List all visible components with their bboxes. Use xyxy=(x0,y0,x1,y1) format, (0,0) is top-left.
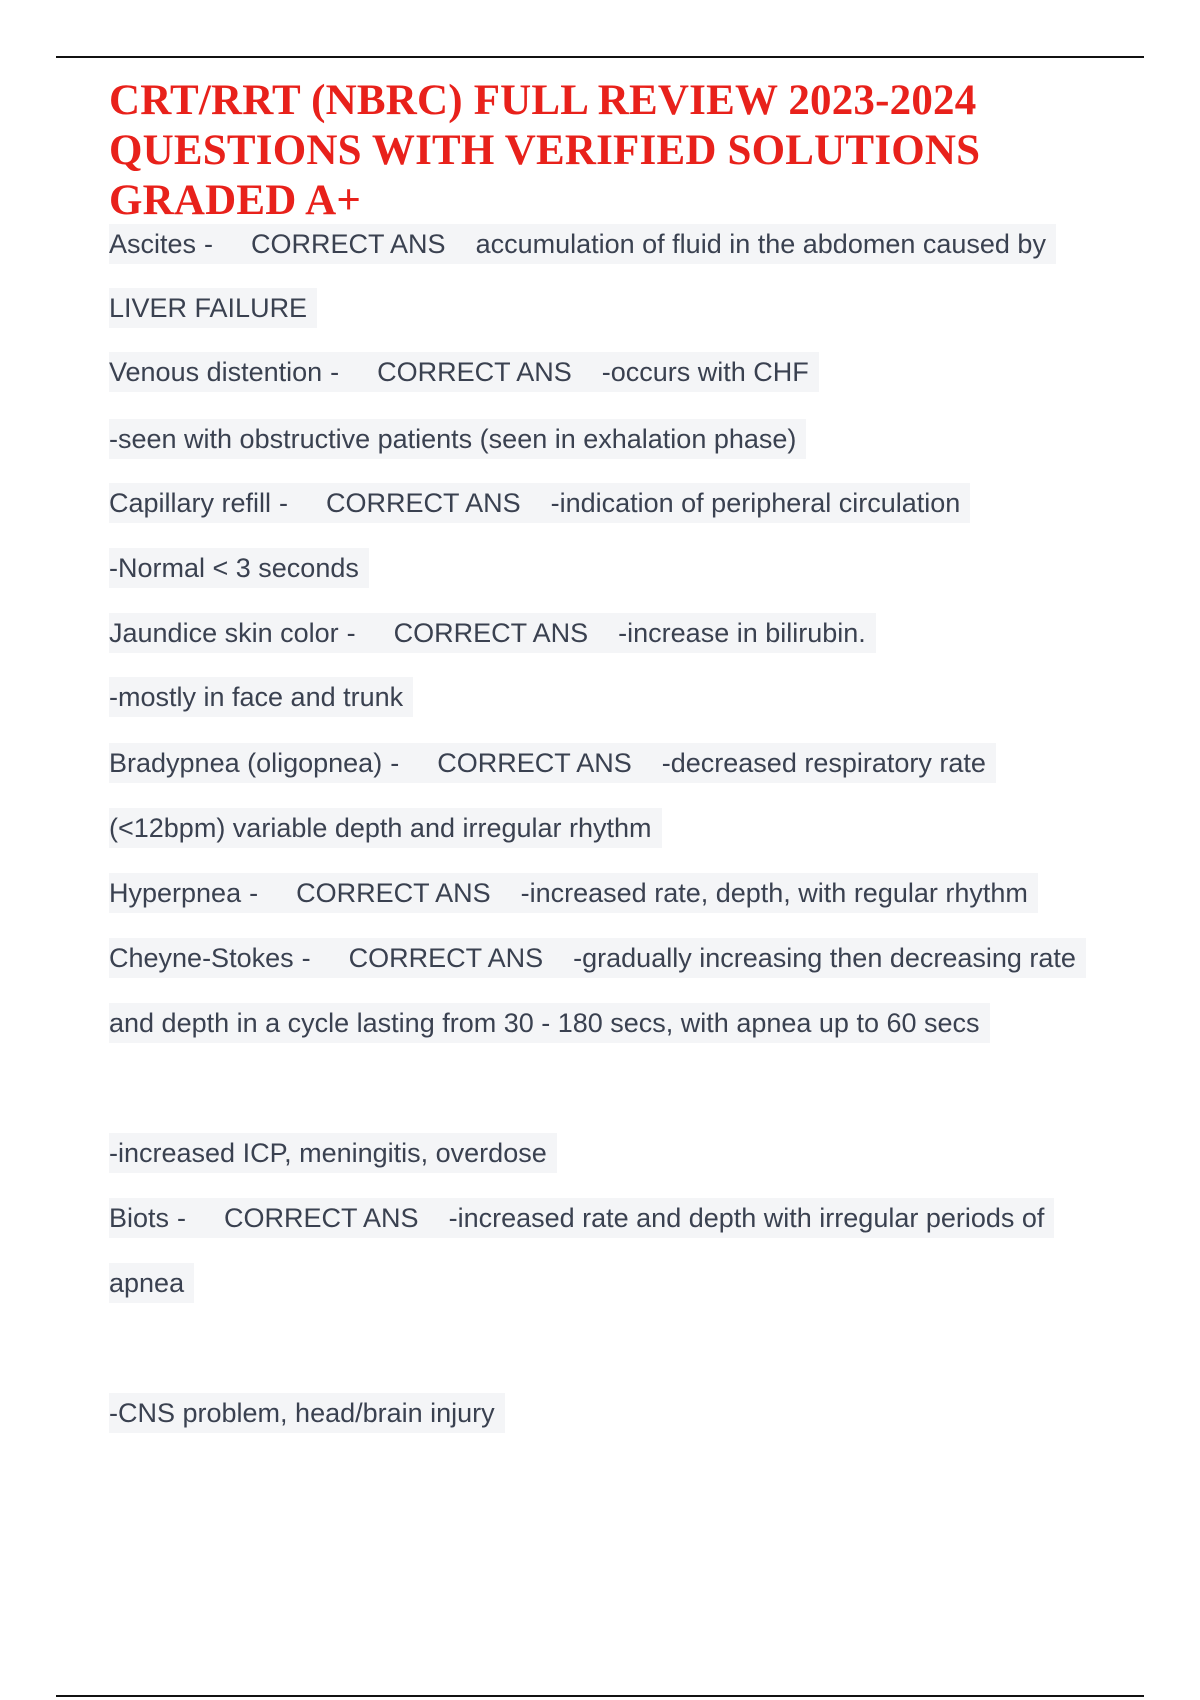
entry-line xyxy=(109,873,1038,913)
entry-line xyxy=(109,938,1086,978)
answer-label: CORRECT ANS xyxy=(326,487,521,518)
entry-term: Bradypnea (oligopnea) xyxy=(109,747,383,778)
entry-definition: -increase in bilirubin. xyxy=(618,617,866,648)
answer-label: CORRECT ANS xyxy=(224,1202,419,1233)
title-line-2: QUESTIONS WITH VERIFIED SOLUTIONS xyxy=(109,127,981,174)
entry-term: Jaundice skin color xyxy=(109,617,339,648)
entry-line xyxy=(109,743,996,783)
title-line-3: GRADED A+ xyxy=(109,177,362,224)
entry-continuation: (<12bpm) variable depth and irregular rhythm xyxy=(109,808,662,848)
entry-term: Cheyne-Stokes xyxy=(109,942,294,973)
entry-continuation: LIVER FAILURE xyxy=(109,288,317,328)
entry-continuation: -seen with obstructive patients (seen in exhalation phase) xyxy=(109,419,806,459)
answer-label: CORRECT ANS xyxy=(296,877,491,908)
entry-term: Hyperpnea xyxy=(109,877,242,908)
entry-line xyxy=(109,224,1056,264)
entry-continuation: and depth in a cycle lasting from 30 - 180 secs, with apnea up to 60 secs xyxy=(109,1003,990,1043)
entry-continuation: -CNS problem, head/brain injury xyxy=(109,1393,505,1433)
entry-term: Biots xyxy=(109,1202,170,1233)
entry-separator: - xyxy=(177,1202,187,1233)
entry-definition: -increased rate, depth, with regular rhythm xyxy=(520,877,1028,908)
entry-definition: -decreased respiratory rate xyxy=(661,747,986,778)
entry-term: Ascites xyxy=(109,228,197,259)
title-line-1: CRT/RRT (NBRC) FULL REVIEW 2023-2024 xyxy=(109,77,977,124)
entry-continuation: -Normal < 3 seconds xyxy=(109,548,369,588)
entry-separator: - xyxy=(301,942,311,973)
header-rule xyxy=(56,56,1144,58)
answer-label: CORRECT ANS xyxy=(393,617,589,648)
entry-separator: - xyxy=(204,228,214,259)
entry-definition: -occurs with CHF xyxy=(601,356,809,387)
entry-separator: - xyxy=(346,617,356,648)
entry-separator: - xyxy=(279,487,289,518)
entry-line xyxy=(109,483,970,523)
entry-term: Venous distention xyxy=(109,356,323,387)
answer-label: CORRECT ANS xyxy=(251,228,446,259)
entry-definition: accumulation of fluid in the abdomen caused by xyxy=(475,228,1046,259)
entry-continuation: -mostly in face and trunk xyxy=(109,677,413,717)
entry-definition: -indication of peripheral circulation xyxy=(550,487,961,518)
entry-definition: -gradually increasing then decreasing rate xyxy=(573,942,1076,973)
entry-separator: - xyxy=(249,877,259,908)
footer-rule xyxy=(56,1695,1144,1697)
entry-definition: -increased rate and depth with irregular periods of xyxy=(448,1202,1045,1233)
entry-term: Capillary refill xyxy=(109,487,272,518)
entry-line xyxy=(109,352,819,392)
entry-line xyxy=(109,613,876,653)
entry-continuation: apnea xyxy=(109,1263,194,1303)
answer-label: CORRECT ANS xyxy=(437,747,632,778)
answer-label: CORRECT ANS xyxy=(377,356,572,387)
entry-separator: - xyxy=(330,356,340,387)
document-title xyxy=(109,76,1109,226)
answer-label: CORRECT ANS xyxy=(348,942,544,973)
entry-separator: - xyxy=(390,747,400,778)
entry-line xyxy=(109,1198,1054,1238)
entry-continuation: -increased ICP, meningitis, overdose xyxy=(109,1133,557,1173)
